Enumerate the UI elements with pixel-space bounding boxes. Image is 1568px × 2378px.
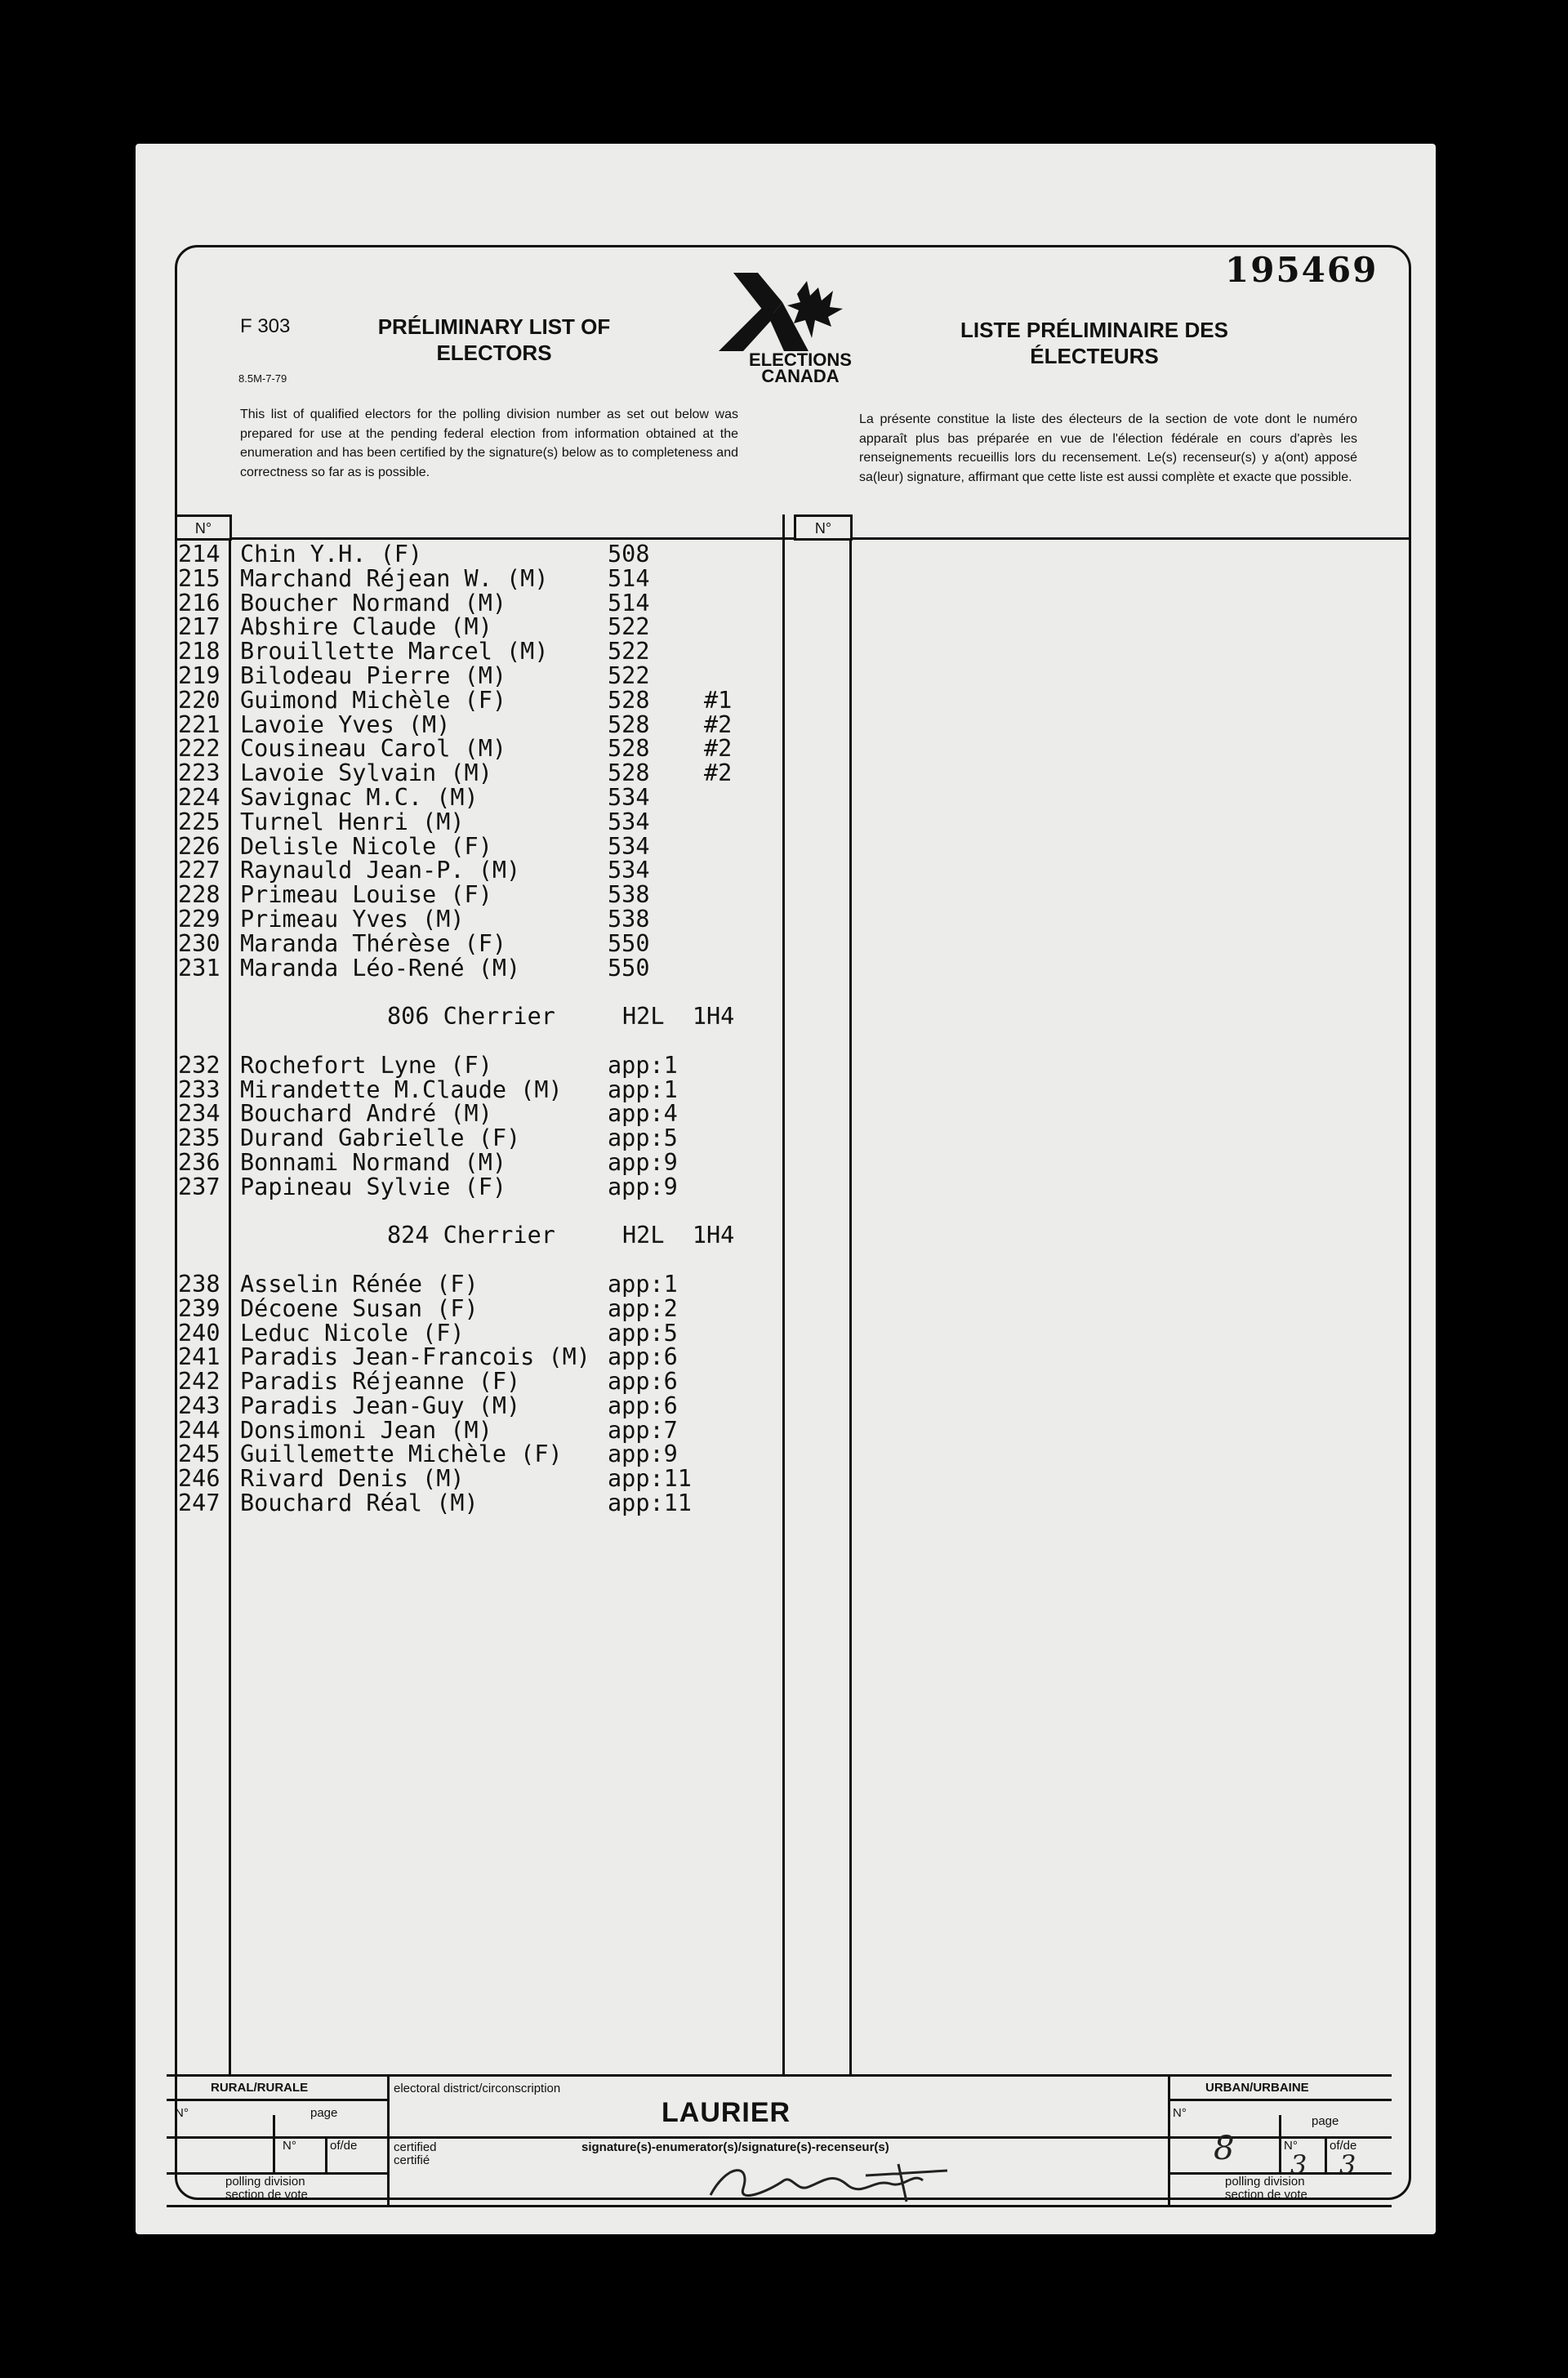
elector-name: Mirandette M.Claude (M) [240,1075,563,1103]
urban-of-label: of/de [1330,2139,1357,2153]
elector-number: 242 [178,1368,220,1396]
elector-name: Chin Y.H. (F) [240,541,423,568]
elector-name: Raynauld Jean-P. (M) [240,857,521,884]
elector-list [175,542,795,1516]
elector-number: 226 [178,832,220,860]
elector-name: Lavoie Yves (M) [240,710,451,738]
address-street: 806 Cherrier [387,1003,555,1031]
elector-apartment: 528 [608,686,650,714]
footer-page-top-left [273,2136,387,2138]
elector-apartment: 534 [608,808,650,835]
list-item [175,661,795,689]
elector-apartment: 538 [608,905,650,933]
elector-apartment: app:11 [608,1465,692,1493]
elector-number: 231 [178,954,220,982]
footer-second-rule-right [1168,2099,1392,2101]
list-item [175,783,795,811]
list-item [175,1345,795,1369]
signature-label: signature(s)-enumerator(s)/signature(s)-recenseur(s) [581,2140,889,2154]
list-item [175,564,795,592]
rural-of-label: of/de [330,2139,358,2153]
elector-number: 220 [178,686,220,714]
footer-of-divider-left [325,2136,327,2172]
elector-name: Savignac M.C. (M) [240,783,479,811]
elector-number: 224 [178,783,220,811]
list-item [175,542,795,567]
address-heading [175,1004,795,1029]
footer-top-rule [167,2074,1392,2077]
elector-mark: #2 [704,710,733,738]
elector-number: 215 [178,564,220,592]
elector-name: Bouchard André (M) [240,1100,492,1128]
title-french-line1: LISTE PRÉLIMINAIRE DES [960,318,1228,342]
elector-number: 228 [178,881,220,909]
elector-apartment: 508 [608,541,650,568]
elector-name: Rochefort Lyne (F) [240,1051,492,1079]
elector-name: Guillemette Michèle (F) [240,1441,563,1468]
footer-divider-left [387,2074,390,2205]
rural-page-label: page [310,2106,338,2120]
electoral-district-value: LAURIER [662,2097,791,2128]
list-item [175,639,795,664]
elector-name: Asselin Rénée (F) [240,1270,479,1298]
elector-number: 214 [178,541,220,568]
electoral-district-label: electoral district/circonscription [394,2082,561,2095]
title-english-line1: PRÉLIMINARY LIST OF [377,314,611,339]
elector-name: Boucher Normand (M) [240,589,507,617]
elector-number: 225 [178,808,220,835]
form-number: F 303 [240,315,291,337]
number-header-left: N° [175,514,232,541]
elector-number: 235 [178,1124,220,1152]
elector-number: 234 [178,1100,220,1128]
footer-divider-right [1168,2074,1170,2205]
elector-name: Maranda Léo-René (M) [240,954,521,982]
list-item [175,1053,795,1078]
elector-apartment: 534 [608,832,650,860]
elector-name: Durand Gabrielle (F) [240,1124,521,1152]
list-item [175,591,795,616]
list-item [175,1321,795,1346]
elector-number: 227 [178,857,220,884]
elector-name: Rivard Denis (M) [240,1465,465,1493]
elector-name: Leduc Nicole (F) [240,1319,465,1347]
elector-apartment: app:6 [608,1343,678,1371]
elector-name: Bonnami Normand (M) [240,1148,507,1176]
elector-name: Marchand Réjean W. (M) [240,564,549,592]
urban-section-de-vote: section de vote [1225,2188,1307,2202]
rural-polling-division: polling division [225,2175,305,2189]
elector-apartment: app:5 [608,1319,678,1347]
list-item [175,1175,795,1200]
rural-page-no-label: N° [283,2139,296,2153]
list-item [175,1442,795,1467]
elector-name: Bouchard Réal (M) [240,1490,479,1517]
elector-apartment: 522 [608,661,650,689]
title-english-line2: ELECTORS [436,341,552,365]
rural-label: RURAL/RURALE [211,2081,309,2095]
elector-number: 240 [178,1319,220,1347]
list-item [175,907,795,932]
elector-apartment: app:11 [608,1490,692,1517]
elector-number: 216 [178,589,220,617]
elector-apartment: 534 [608,783,650,811]
list-item [175,1394,795,1418]
elector-name: Primeau Louise (F) [240,881,492,909]
elector-apartment: app:9 [608,1173,678,1200]
list-item [175,1294,795,1322]
elector-number: 221 [178,710,220,738]
list-item [175,832,795,860]
elector-number: 222 [178,735,220,763]
logo-text-line1: ELECTIONS [749,350,852,370]
elector-number: 219 [178,661,220,689]
elector-name: Décoene Susan (F) [240,1294,479,1322]
postal-code-part1: H2L [622,1222,665,1249]
elector-number: 218 [178,638,220,666]
footer-bottom-rule [167,2205,1392,2207]
elector-apartment: app:9 [608,1148,678,1176]
list-item [175,615,795,639]
elector-apartment: app:1 [608,1270,678,1298]
elector-number: 243 [178,1392,220,1419]
serial-number: 195469 [1225,250,1379,290]
intro-french: La présente constitue la liste des électeurs de la section de vote dont le numéro apparaît plus bas préparée en vue de l'élection fédérale en cours d'après les renseignements recueillis lors du recensement. Le(s) recenseur(s) y a(ont) apposé sa(leur) signature, affirmant que cette liste est aussi complète et exacte que possible. [859,412,1357,484]
urban-page-no-label: N° [1284,2139,1298,2153]
elector-name: Maranda Thérèse (F) [240,929,507,957]
address-postal-code [622,1223,734,1248]
urban-polling-number: 8 [1214,2130,1235,2167]
certifie-label: certifié [394,2153,430,2167]
rural-no-label: N° [175,2106,189,2120]
elector-name: Turnel Henri (M) [240,808,465,835]
urban-page-number: 3 [1290,2149,1307,2180]
elector-name: Paradis Réjeanne (F) [240,1368,521,1396]
certified-label: certified [394,2140,437,2154]
elector-apartment: 522 [608,638,650,666]
footer-page-divider-right [1279,2115,1281,2172]
urban-polling-division: polling division [1225,2175,1305,2189]
postal-code-part2: 1H4 [692,1222,735,1249]
elector-number: 223 [178,759,220,787]
elector-mark: #1 [704,686,733,714]
elector-name: Guimond Michèle (F) [240,686,507,714]
elector-apartment: app:4 [608,1100,678,1128]
elector-apartment: 550 [608,954,650,982]
elector-name: Lavoie Sylvain (M) [240,759,492,787]
elector-name: Paradis Jean-Francois (M) [240,1343,590,1371]
elector-apartment: app:6 [608,1392,678,1419]
list-item [175,883,795,907]
postal-code-part2: 1H4 [692,1003,735,1031]
list-item [175,1272,795,1297]
logo-text-line2: CANADA [761,366,840,384]
elector-number: 237 [178,1173,220,1200]
elector-number: 232 [178,1051,220,1079]
elector-name: Delisle Nicole (F) [240,832,492,860]
address-street: 824 Cherrier [387,1222,555,1249]
elector-name: Bilodeau Pierre (M) [240,661,507,689]
elector-name: Papineau Sylvie (F) [240,1173,507,1200]
intro-english: This list of qualified electors for the polling division number as set out below was prepared for use at the pending federal election from information obtained at the enumeration and has been certified by the signature(s) below as to completeness and correctness so far as is possible. [240,407,738,479]
elector-apartment: 528 [608,710,650,738]
elector-name: Paradis Jean-Guy (M) [240,1392,521,1419]
elector-number: 233 [178,1075,220,1103]
list-item [175,1075,795,1103]
elector-number: 217 [178,613,220,641]
elector-name: Cousineau Carol (M) [240,735,507,763]
urban-label: URBAN/URBAINE [1205,2081,1309,2095]
elector-mark: #2 [704,759,733,787]
elector-mark: #2 [704,735,733,763]
list-item [175,688,795,713]
footer-page-divider-left [273,2115,275,2172]
elector-number: 247 [178,1490,220,1517]
title-french [931,317,1258,369]
elector-apartment: app:1 [608,1051,678,1079]
elector-apartment: app:1 [608,1075,678,1103]
list-item [175,737,795,761]
elector-apartment: app:9 [608,1441,678,1468]
elector-number: 239 [178,1294,220,1322]
title-english [343,314,645,366]
list-item [175,1126,795,1151]
postal-code-part1: H2L [622,1003,665,1031]
elector-apartment: app:5 [608,1124,678,1152]
elector-number: 244 [178,1416,220,1444]
table-top-rule [175,537,1411,540]
list-item [175,1369,795,1394]
urban-page-label: page [1312,2114,1339,2128]
elector-apartment: app:7 [608,1416,678,1444]
list-item [175,1467,795,1491]
list-item [175,858,795,883]
col-divider-middle-b [849,514,852,2074]
elector-apartment: 514 [608,564,650,592]
number-header-right: N° [794,514,853,541]
urban-no-label: N° [1173,2106,1187,2120]
address-postal-code [622,1004,734,1029]
elector-name: Primeau Yves (M) [240,905,465,933]
elector-apartment: app:6 [608,1368,678,1396]
elector-apartment: 538 [608,881,650,909]
elector-name: Abshire Claude (M) [240,613,492,641]
elector-number: 246 [178,1465,220,1493]
elector-name: Donsimoni Jean (M) [240,1416,492,1444]
elector-number: 245 [178,1441,220,1468]
elector-apartment: 514 [608,589,650,617]
footer-of-divider-right [1325,2136,1327,2172]
address-heading [175,1223,795,1248]
list-item [175,761,795,786]
rural-section-de-vote: section de vote [225,2188,308,2202]
elector-apartment: 528 [608,735,650,763]
elections-canada-logo [719,269,882,384]
list-item [175,710,795,738]
elector-name: Brouillette Marcel (M) [240,638,549,666]
footer-second-rule [167,2099,387,2101]
elector-apartment: 550 [608,929,650,957]
elector-apartment: 522 [608,613,650,641]
elector-apartment: app:2 [608,1294,678,1322]
urban-page-total: 3 [1339,2149,1356,2180]
elector-number: 238 [178,1270,220,1298]
elector-number: 241 [178,1343,220,1371]
title-french-line2: ÉLECTEURS [1030,344,1159,368]
list-item [175,1418,795,1443]
elector-number: 236 [178,1148,220,1176]
elector-apartment: 528 [608,759,650,787]
list-item [175,810,795,835]
list-item [175,929,795,957]
list-item [175,1148,795,1176]
enumerator-signature [702,2156,964,2205]
elector-number: 229 [178,905,220,933]
list-item [175,956,795,981]
list-item [175,1102,795,1126]
form-code: 8.5M-7-79 [238,372,287,385]
list-item [175,1491,795,1516]
elector-number: 230 [178,929,220,957]
elector-apartment: 534 [608,857,650,884]
